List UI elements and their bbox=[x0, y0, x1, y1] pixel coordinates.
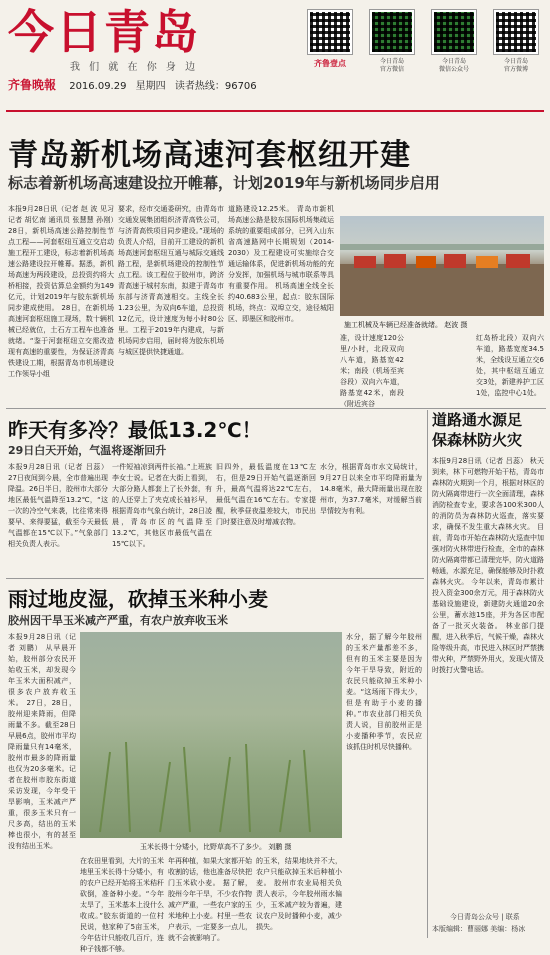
column-divider bbox=[427, 410, 428, 938]
story2-column-2: 一件短袖凉到两件长袖。”上班族李女士说。记者在大街上看到，大部分路人都套上了长外套，有的人还穿上了夹克或长袖衫早，根据青岛市气象台统计，28日凌晨，青岛市区的气温降至13.2℃，其他区市最低气温在15℃以下。 bbox=[112, 463, 212, 548]
corn-field-photo bbox=[80, 632, 342, 838]
story1-column-2: 要求，经市交通委研究，由青岛市交通发展集团组织济青高铁公司，与济青高铁项目同步建设。”现场的负责人介绍，目前开工建设的新机场高速河套枢纽互通与城际交通线路工程，是新机场建设的控制性节点工程。该工程位于胶州市，跨济青高速于城村东南，拟建于青岛市东部与济青高速相交。主线全长1.23公里，为双向6车道，总投资12亿元，设计速度为每小时80公里。工程于2019年内建成，与新机场同步启用，届时将为胶东机场与城区提供快捷通道。 bbox=[118, 205, 224, 356]
page-editor-credit: 本版编辑：曹丽娜 美编：杨冰 bbox=[432, 925, 526, 933]
issue-weekday: 星期四 bbox=[135, 81, 166, 92]
story4-column-4: 的玉米，结果地块并不大，农户只能砍掉玉米后种植小麦。 胶州市农业局相关负责人表示，今年胶州雨水偏少，玉米减产较为普遍，建议农户及时播种小麦，减少损失。 bbox=[256, 857, 342, 931]
masthead-divider bbox=[6, 110, 544, 112]
story3-headline-line1: 道路通水源足 bbox=[432, 411, 523, 429]
qr-code[interactable] bbox=[432, 10, 476, 54]
construction-site-photo bbox=[340, 216, 544, 316]
story4-photo-caption: 玉米长得十分矮小，比野草高不了多少。 刘鹏 摄 bbox=[140, 843, 292, 851]
story1-column-1: 本报9月28日讯（记者 赵 波 见习记者 胡忆南 通讯员 张慧慧 孙刚）28日，新机场高速公路控制性节点工程——河套枢纽互通立交启动施工程开工建设，标志着新机场高速公路建设拉开帷幕。据悉，新机场高速为两段建设，总投资约将大桥相接，投资估算总金额约为149亿元，计划2019年与胶东新机场同步建成使用。 28日，在新机场高速河套枢纽施工现场，数十辆机械已经就位，土石方工程车也准备就绪。“鉴于河套枢纽立交需改造现有高速的重要性，为保证济青高铁建设工期，根据青岛市机场建设工作领导小组 bbox=[8, 205, 114, 378]
story1-lower-col-1: 准，设计速度120公里/小时，北段双向八车道，路基宽42米；南段（机场至宾谷段）双向六车道，路基宽42米，南段（附近宾谷 bbox=[340, 334, 404, 408]
story3-footer-account: 今日青岛公众号 | 联系 bbox=[450, 913, 520, 921]
qr-code-strip bbox=[300, 8, 544, 104]
section-divider bbox=[6, 408, 546, 409]
section-divider bbox=[6, 578, 424, 579]
story1-subhead: 标志着新机场高速建设拉开帷幕，计划2019年与新机场同步启用 bbox=[8, 174, 440, 192]
story2-column-4: 水分，根据青岛市水文局统计，9月27日以来全市平均降雨量为14.8毫米，最大降雨量出现在胶州市，为37.7毫米，对缓解当前旱情较为有利。 bbox=[320, 463, 422, 515]
story2-subhead: 29日白天开始，气温将逐渐回升 bbox=[8, 444, 167, 457]
qr-code[interactable] bbox=[308, 10, 352, 54]
story4-subhead: 胶州因干旱玉米减产严重，有农户放弃收玉米 bbox=[8, 614, 228, 627]
qr-code[interactable] bbox=[494, 10, 538, 54]
masthead-logo: 今日青岛 bbox=[8, 5, 200, 59]
story4-column-2: 在农田里看到，大片的玉米地里玉米长得十分矮小，有的农户已经开始将玉米秸秆砍倒，准备种小麦。“今年太旱了，玉米基本上没什么收成。”胶东街道的一位村民说，他家种了5亩玉米，今年估计只能收几百斤，连种子钱都不够。 bbox=[80, 857, 164, 953]
qr-code[interactable] bbox=[370, 10, 414, 54]
story3-headline-line2: 保森林防火灾 bbox=[432, 431, 523, 449]
story4-right-column: 水分，据了解今年胶州的玉米产量都差不多，但有的玉米主要是因为今年干旱导致，附近的农民只能砍掉玉米种小麦。“这场雨下得太少，但是有助于小麦的播种。”市农业部门相关负责人说，目前胶州正是小麦播种季节，农民应该抓住时机尽快播种。 bbox=[346, 633, 422, 751]
corn-field-illustration bbox=[80, 632, 342, 838]
qr-label: 齐鲁壹点 bbox=[314, 59, 346, 68]
story1-photo-caption: 施工机械及车辆已经准备就绪。 赵波 摄 bbox=[344, 321, 468, 329]
story4-column-3: 年再种植，如果大家都开始收割的话，他也准备尽快把门玉米砍小麦。 据了解，胶州今年干旱，不少农作物减产严重，一些农户家的玉米地种上小麦。村里一些农户表示，一定要多一点儿，就不会被影响了。 bbox=[168, 857, 252, 942]
story4-headline: 雨过地皮湿，砍掉玉米种小麦 bbox=[8, 587, 268, 611]
story1-lower-col-3: 红岛桥北段）双向六车道，路基宽度34.5米，全线设互通立交6处，其中枢纽互通立交3处，新建养护工区1处，监控中心1处。 bbox=[476, 334, 544, 397]
story1-column-3: 道路建设12.25米。 青岛市新机场高速公路是胶东国际机场集疏运系统的重要组成部分，已列入山东省高速路网中长期规划（2014-2030）及工程建设可实施综合交通运输体系，促进新机场功能的充分发挥，加强机场与城市联系等具有重要作用。 机场高速全线全长约40.683公里，起点：胶东国际机场，终点：双埠立交，途径城阳区、即墨区和胶州市。 bbox=[228, 205, 334, 323]
issue-date: 2016.09.29 bbox=[69, 81, 127, 92]
story3-body: 本报9月28日讯（记者 吕蕊） 秋天到来，林下可燃物开始干枯，青岛市森林防火期到一个月，根据对林区的防火隔离带进行一次全面清理，森林消防检查专业，要求各100米300人的消防员为森林防火巡查，落实要求，确保不发生重大森林火灾。 目前，青岛市开始在森林防火巡查中加强对防火林带进行检查，全市的森林防火隔离带都已清理完毕，防火道路畅通，水源充足，确保能够及时扑救森林火灾。 今年以来，青岛市累计投入资金300余万元，用于森林防火基础设施建设，新建防火通道20余公里，蓄水池15座，并为各区市配备了一批灭火装备。 林业部门提醒，进入秋季后，气候干燥，森林火险等级升高，市民进入林区时严禁携带火种，严禁野外用火，发现火情及时拨打火警电话。 bbox=[432, 457, 544, 674]
story2-column-1: 本报9月28日讯（记者 吕蕊）27日夜间到今晨，全市普遍出现降温。26日半日，胶州市大部分地区最低气温降至13.2℃，“这一次的冷空气来袭，比往常来得要早、来得要猛，截至今天最低气温都在15℃以下。”气象部门相关负责人表示。 bbox=[8, 463, 108, 548]
construction-vehicles-illustration bbox=[340, 216, 544, 316]
masthead-slogan: 我 们 就 在 你 身 边 bbox=[70, 62, 199, 73]
qr-caption: 今日青岛 微信公众号 bbox=[438, 58, 469, 73]
story2-headline: 昨天有多冷？最低13.2℃！ bbox=[8, 418, 262, 442]
reader-hotline: 读者热线：96706 bbox=[174, 81, 257, 92]
story1-lower-col-2 bbox=[408, 333, 472, 403]
story3-headline bbox=[432, 410, 544, 450]
story1-headline: 青岛新机场高速河套枢纽开建 bbox=[8, 138, 411, 173]
qr-caption: 今日青岛 官方微信 bbox=[379, 58, 404, 73]
story2-column-3: 旧四外，最低温度在13℃左右，但是29日开始气温逐渐回升，最高气温将达22℃左右，最低气温在16℃左右。专家提醒，秋季昼夜温差较大，市民出门时要注意及时增减衣物。 bbox=[216, 463, 316, 526]
paper-name: 齐鲁晚報 bbox=[8, 78, 57, 92]
story4-column-1: 本报9月28日讯（记者 刘鹏） 从早晨开始，胶州部分农民开始收玉米，却发现今年玉米大面积减产，很多农户放弃收玉米。 27日，28日，胶州迎来降雨，但降雨量不多。截至28日早晨6点，胶州市平均降雨量只有14毫米，胶州市最多的降雨量也仅为20多毫米。记者在胶州市胶东街道采访发现，今年受干旱影响，玉米减产严重，很多玉米只有一尺多高，结出的玉米棒也很小，有的甚至没有结出玉米。 bbox=[8, 633, 76, 850]
qr-caption: 今日青岛 官方微博 bbox=[503, 58, 528, 73]
